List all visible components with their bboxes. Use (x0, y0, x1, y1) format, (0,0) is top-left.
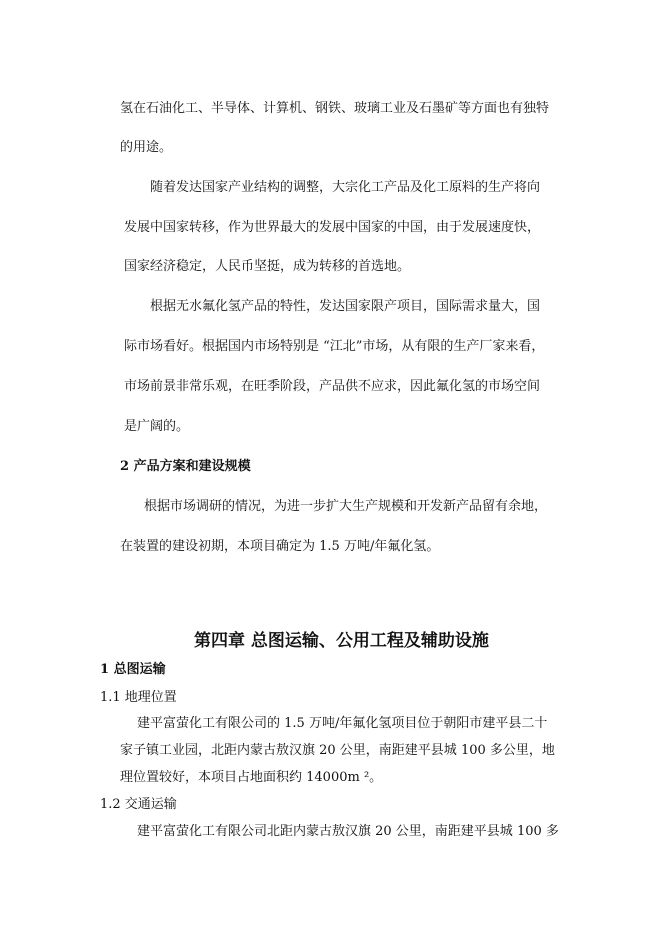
paragraph-line: 理位置较好，本项目占地面积约 14000m ²。 (120, 770, 383, 785)
chapter-title: 第四章 总图运输、公用工程及辅助设施 (194, 631, 489, 651)
paragraph-line: 是广阔的。 (124, 419, 190, 434)
subsection-heading: 1.2 交通运输 (100, 797, 177, 812)
subsection-heading: 1.1 地理位置 (100, 690, 177, 705)
paragraph-line: 建平富萤化工有限公司的 1.5 万吨/年氟化氢项目位于朝阳市建平县二十 (137, 716, 548, 731)
paragraph-line: 家子镇工业园，北距内蒙古敖汉旗 20 公里，南距建平县城 100 多公里，地 (120, 743, 555, 758)
paragraph-line: 际市场看好。根据国内市场特别是 “江北”市场，从有限的生产厂家来看， (124, 339, 545, 354)
paragraph-line: 氢在石油化工、半导体、计算机、钢铁、玻璃工业及石墨矿等方面也有独特 (120, 101, 550, 116)
section-heading: 1 总图运输 (100, 662, 166, 677)
paragraph-line: 国家经济稳定，人民币坚挺，成为转移的首选地。 (124, 259, 411, 274)
paragraph-line: 根据无水氟化氢产品的特性，发达国家限产项目，国际需求量大，国 (150, 299, 541, 314)
paragraph-line: 市场前景非常乐观，在旺季阶段，产品供不应求，因此氟化氢的市场空间 (124, 379, 541, 394)
paragraph-line: 在装置的建设初期，本项目确定为 1.5 万吨/年氟化氢。 (120, 539, 440, 554)
paragraph-line: 发展中国家转移，作为世界最大的发展中国家的中国，由于发展速度快， (124, 220, 541, 235)
paragraph-line: 建平富萤化工有限公司北距内蒙古敖汉旗 20 公里，南距建平县城 100 多 (137, 824, 559, 839)
section-heading: 2 产品方案和建设规模 (120, 459, 251, 474)
paragraph-line: 的用途。 (120, 140, 173, 155)
paragraph-line: 随着发达国家产业结构的调整，大宗化工产品及化工原料的生产将向 (150, 180, 541, 195)
paragraph-line: 根据市场调研的情况，为进一步扩大生产规模和开发新产品留有余地， (144, 499, 548, 514)
